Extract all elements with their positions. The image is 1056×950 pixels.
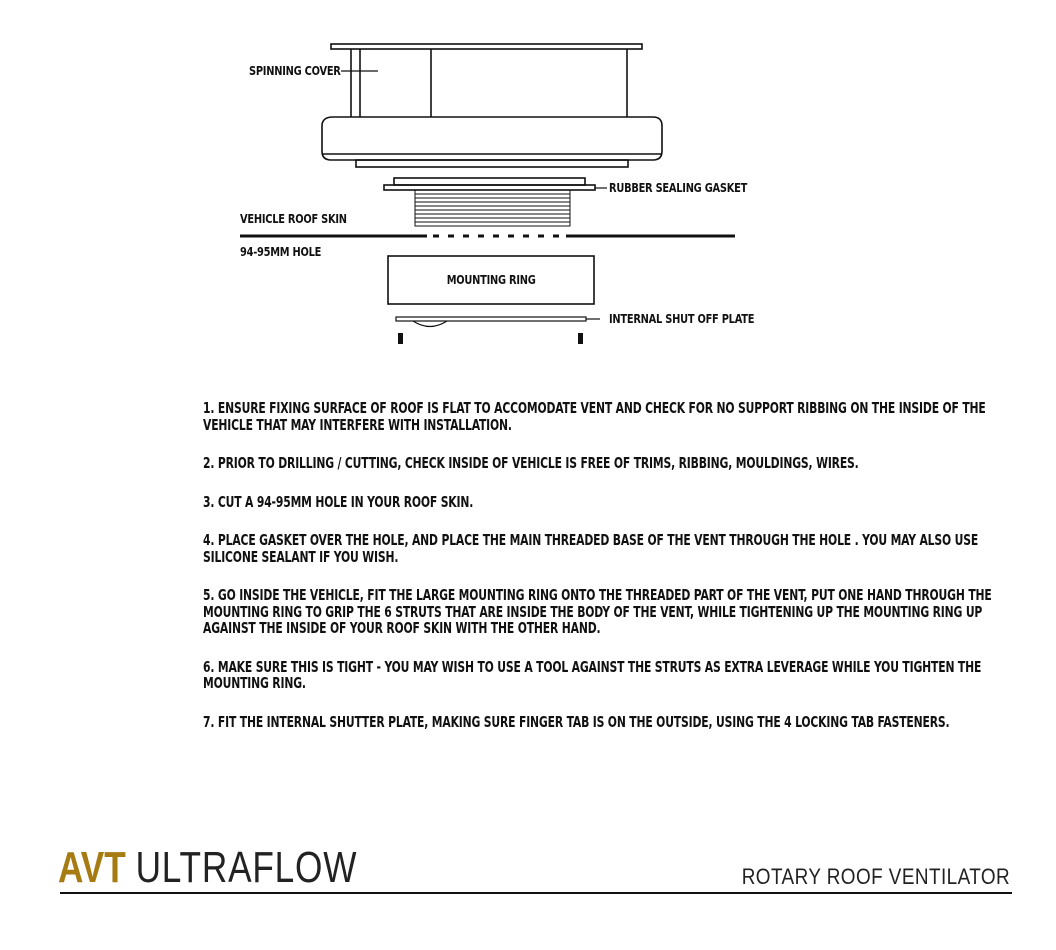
- rubber-gasket-label: RUBBER SEALING GASKET: [609, 181, 748, 195]
- brand-name-text: ULTRAFLOW: [135, 843, 358, 892]
- instruction-step: 4. PLACE GASKET OVER THE HOLE, AND PLACE THE MAIN THREADED BASE OF THE VENT THROUGH THE HOLE . YOU MAY ALSO USE SILICONE SEALANT IF YOU WISH.: [203, 531, 979, 566]
- instruction-step: 5. GO INSIDE THE VEHICLE, FIT THE LARGE MOUNTING RING ONTO THE THREADED PART OF THE VENT, PUT ONE HAND THROUGH THE MOUNTING RING TO GRIP THE 6 STRUTS THAT ARE INSIDE THE BODY OF THE VENT, WHILE TIGHTENING UP THE MOUNTING RING UP AGAINST THE INSIDE OF YOUR ROOF SKIN WITH THE OTHER HAND.: [203, 586, 992, 637]
- brand-accent-text: AVT: [58, 843, 126, 892]
- rubber-gasket-shape: [384, 178, 607, 190]
- instruction-step: 6. MAKE SURE THIS IS TIGHT - YOU MAY WISH TO USE A TOOL AGAINST THE STRUTS AS EXTRA LEVERAGE WHILE YOU TIGHTEN THE MOUNTING RING.: [203, 657, 982, 692]
- hole-size-label: 94-95MM HOLE: [240, 245, 322, 259]
- vent-diagram-drawing: [0, 0, 1056, 360]
- instruction-step: 7. FIT THE INTERNAL SHUTTER PLATE, MAKING SURE FINGER TAB IS ON THE OUTSIDE, USING THE 4 LOCKING TAB FASTENERS.: [203, 712, 950, 731]
- footer-divider: [60, 892, 1012, 894]
- roof-skin-label: VEHICLE ROOF SKIN: [240, 212, 347, 226]
- mounting-ring-label: MOUNTING RING: [446, 273, 536, 287]
- spinning-cover-shape: [322, 44, 662, 167]
- threaded-base-shape: [415, 190, 570, 226]
- spinning-cover-label: SPINNING COVER: [249, 64, 341, 78]
- installation-instructions: [203, 400, 1003, 752]
- vent-exploded-diagram: [0, 0, 1056, 360]
- instruction-step: 3. CUT A 94-95MM HOLE IN YOUR ROOF SKIN.: [203, 492, 474, 511]
- instruction-step: 1. ENSURE FIXING SURFACE OF ROOF IS FLAT TO ACCOMODATE VENT AND CHECK FOR NO SUPPORT RIBBING ON THE INSIDE OF THE VEHICLE THAT MAY INTERFERE WITH INSTALLATION.: [203, 399, 986, 434]
- shut-off-plate-label: INTERNAL SHUT OFF PLATE: [609, 312, 755, 326]
- instruction-step: 2. PRIOR TO DRILLING / CUTTING, CHECK INSIDE OF VEHICLE IS FREE OF TRIMS, RIBBING, MOULDINGS, WIRES.: [203, 454, 859, 472]
- product-subtitle: ROTARY ROOF VENTILATOR: [741, 864, 1010, 889]
- shut-off-plate-shape: [396, 317, 600, 344]
- brand-logo: [58, 844, 357, 892]
